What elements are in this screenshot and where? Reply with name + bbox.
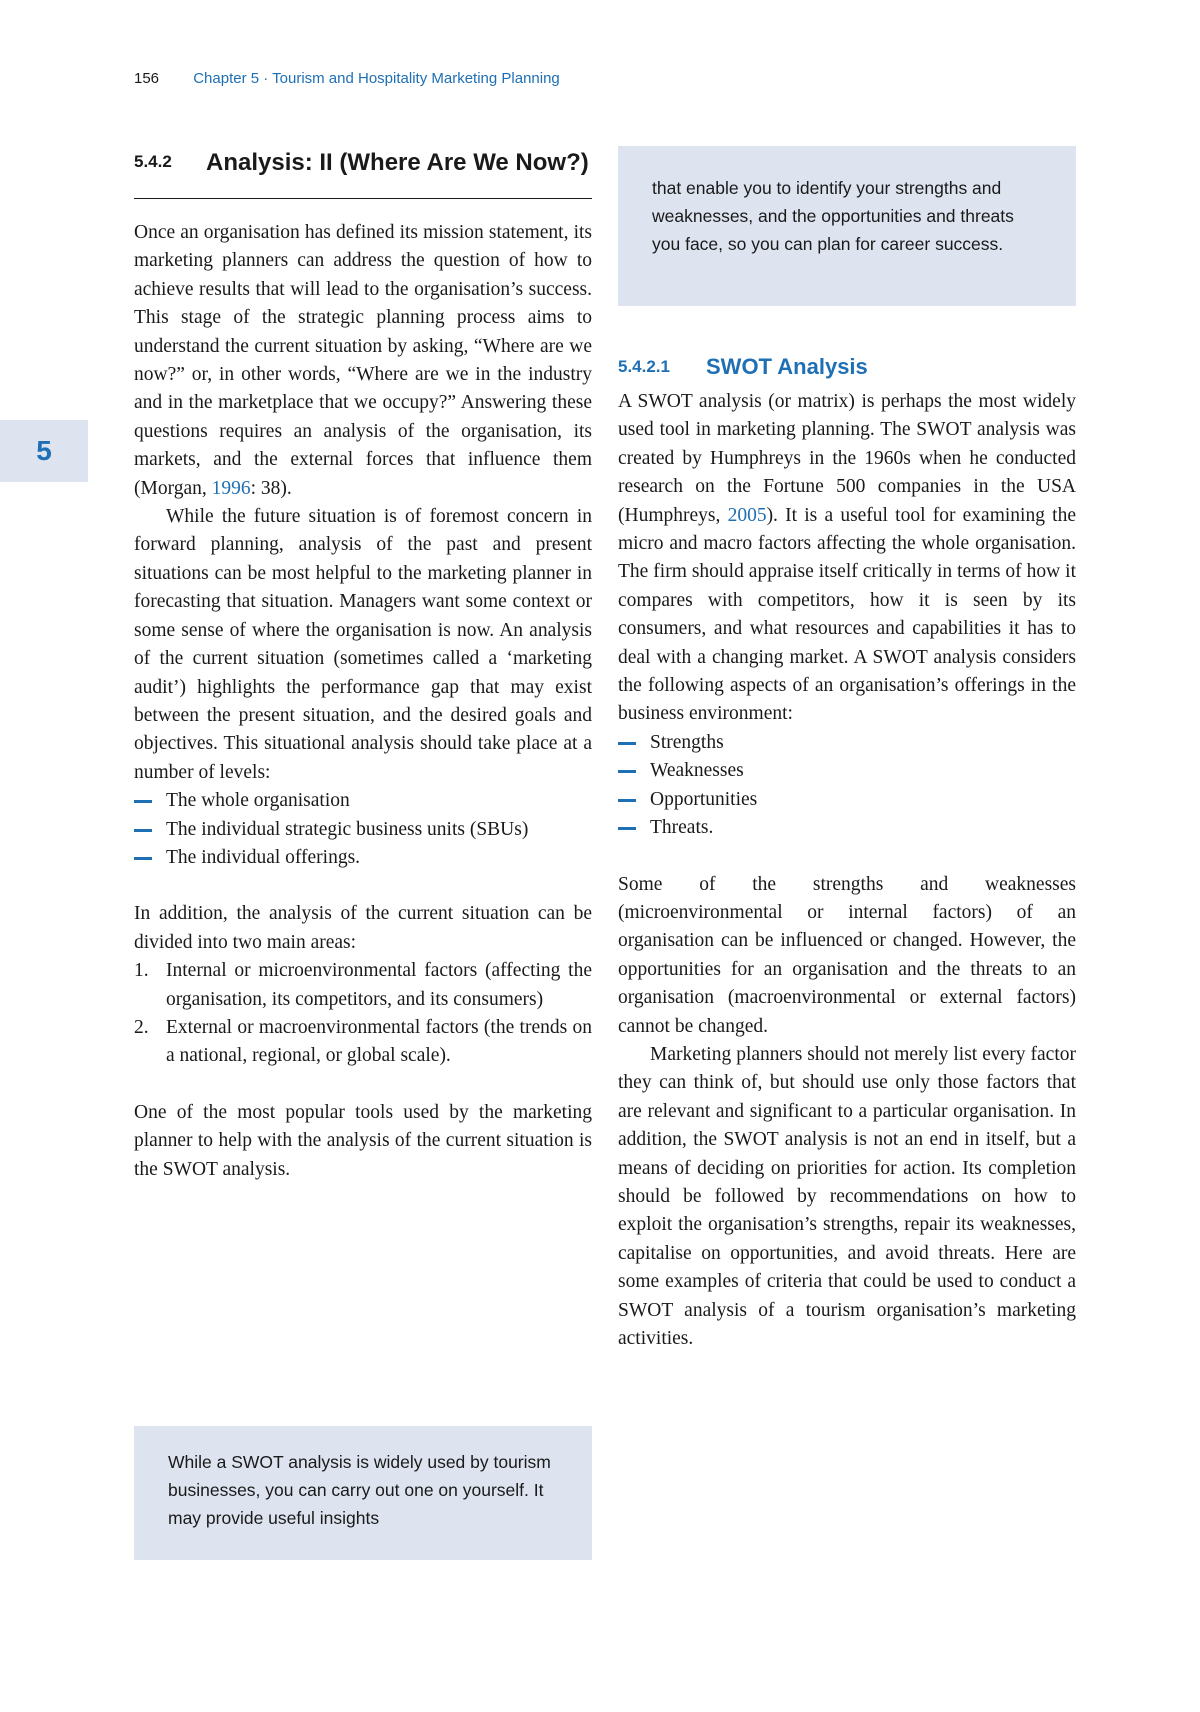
list-item [134,1014,592,1071]
paragraph: One of the most popular tools used by the marketing planner to help with the analysis of the current situation is the SWOT analysis. [134,1101,592,1180]
areas-list [134,957,592,1071]
list-number: 1. [134,960,149,982]
spacer [134,872,592,900]
levels-list [134,787,592,872]
list-item [134,957,592,1014]
paragraph: Marketing planners should not merely list every factor they can think of, but should use only those factors that are relevant and significant to a particular organisation. In addition, the SWOT analysis is not an end in itself, but a means of deciding on priorities for action. Its completion should be followed by recommendations on how to exploit the organisation’s strengths, repair its weaknesses, capitalise on opportunities, and avoid threats. Here are some examples of criteria that could be used to conduct a SWOT analysis of a tourism organisation’s marketing activities. [618,1043,1076,1349]
page-number: 156 [134,70,160,87]
paragraph-text: Once an organisation has defined its mission statement, its marketing planners can address the question of how to achieve results that will lead to the organisation’s success. This stage of the strategic planning process aims to understand the current situation by asking, “Where are we now?” or, in other words, “Where are we in the industry and in the marketplace that we occupy?” Answering these questions requires an analysis of the organisation, its markets, and the external forces that influence them (Morgan, [134,222,592,499]
subsection-heading [618,352,1076,382]
list-item-text: Weaknesses [650,760,744,782]
paragraph-text: A SWOT analysis (or matrix) is perhaps the most widely used tool in marketing planning. The SWOT analysis was created by Humphreys in the 1960s when he conducted research on the Fortune 500 companies in the USA (Humphreys, [618,391,1076,526]
section-number: 5.4.2 [134,152,172,171]
list-item-text: Threats. [650,817,714,839]
list-number: 2. [134,1016,149,1038]
subsection-title: SWOT Analysis [706,354,868,379]
list-item [134,787,592,815]
paragraph: While the future situation is of foremost concern in forward planning, analysis of the past and present situations can be most helpful to the marketing planner in forecasting that situation. Managers want some context or some sense of where the organisation is now. An analysis of the current situation (sometimes called a ‘marketing audit’) highlights the performance gap that may exist between the present situation, and the desired goals and objectives. This situational analysis should take place at a number of levels: [134,506,592,783]
paragraph [618,388,1076,729]
paragraph: In addition, the analysis of the current situation can be divided into two main areas: [134,903,592,953]
right-column [618,146,1076,1353]
list-item [618,729,1076,757]
list-item [134,844,592,872]
dash-bullet-icon [134,800,152,803]
running-head [134,70,560,87]
list-item-text: Internal or microenvironmental factors (affecting the organisation, its competitors, and its consumers) [166,960,592,1010]
list-item-text: The whole organisation [166,790,350,812]
section-heading [134,146,592,199]
paragraph-text: : 38). [250,477,292,499]
list-item-text: The individual strategic business units (SBUs) [166,818,529,840]
tip-box-part-2: that enable you to identify your strengths and weaknesses, and the opportunities and threats you face, so you can plan for career success. [618,146,1076,306]
dash-bullet-icon [134,857,152,860]
swot-list [618,729,1076,843]
chapter-title: Chapter 5 · Tourism and Hospitality Marketing Planning [193,70,560,87]
chapter-tab: 5 [0,420,88,482]
dash-bullet-icon [618,742,636,745]
spacer [618,843,1076,871]
list-item-text: External or macroenvironmental factors (the trends on a national, regional, or global scale). [166,1016,592,1067]
spacer [134,1071,592,1099]
left-column [134,146,592,1184]
dash-bullet-icon [618,770,636,773]
citation-link[interactable]: 2005 [727,504,767,526]
paragraph: Some of the strengths and weaknesses (microenvironmental or internal factors) of an organisation can be influenced or changed. However, the opportunities for an organisation and the threats to an organisation (macroenvironmental or external factors) cannot be changed. [618,873,1076,1037]
dash-bullet-icon [134,829,152,832]
paragraph-text: ). It is a useful tool for examining the micro and macro factors affecting the whole organisation. The firm should appraise itself critically in terms of how it compares with competitors, how it is seen by its consumers, and what resources and capabilities it has to deal with a changing market. A SWOT analysis considers the following aspects of an organisation’s offerings in the business environment: [618,504,1076,725]
tip-box-part-1: While a SWOT analysis is widely used by tourism businesses, you can carry out one on yourself. It may provide useful insights [134,1426,592,1560]
list-item-text: Strengths [650,731,724,753]
list-item [618,757,1076,785]
list-item-text: Opportunities [650,788,758,810]
section-title: Analysis: II (Where Are We Now?) [206,149,589,176]
list-item [618,786,1076,814]
paragraph [134,219,592,503]
citation-link[interactable]: 1996 [211,477,251,499]
list-item [618,814,1076,842]
list-item [134,816,592,844]
list-item-text: The individual offerings. [166,846,361,868]
dash-bullet-icon [618,799,636,802]
dash-bullet-icon [618,827,636,830]
subsection-number: 5.4.2.1 [618,357,670,376]
